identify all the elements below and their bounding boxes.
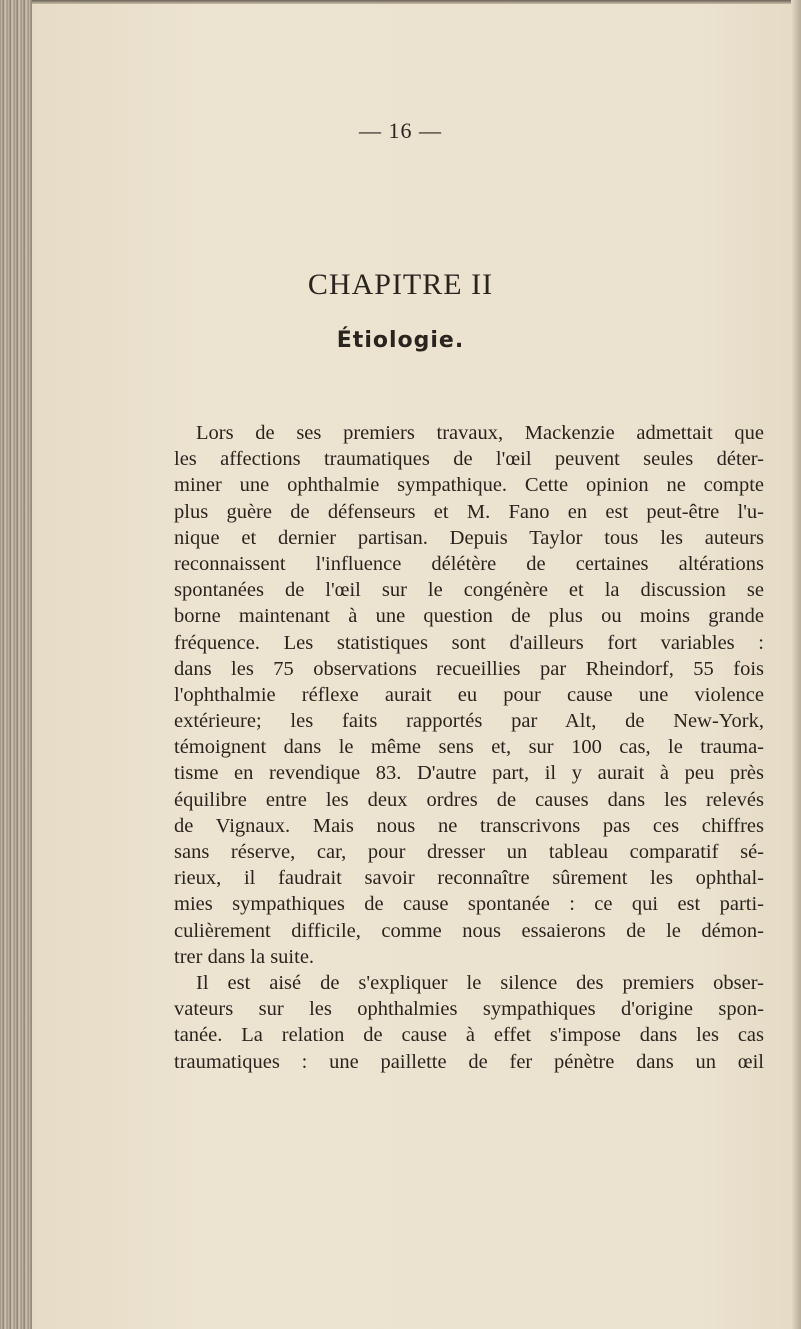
- page-right-edge: [791, 0, 801, 1329]
- text-line: fréquence. Les statistiques sont d'ailleurs fort variables :: [174, 631, 764, 654]
- text-line: de Vignaux. Mais nous ne transcrivons pas ces chiffres: [174, 814, 764, 837]
- section-title: Étiologie.: [336, 328, 465, 353]
- text-line: Lors de ses premiers travaux, Mackenzie admettait que: [196, 422, 764, 444]
- text-line: borne maintenant à une question de plus ou moins grande: [174, 605, 764, 628]
- text-line: témoignent dans le même sens et, sur 100 cas, le trauma-: [174, 736, 764, 759]
- text-line: traumatiques : une paillette de fer pénètre dans un œil: [174, 1050, 764, 1073]
- text-line: reconnaissent l'influence délétère de certaines altérations: [174, 552, 764, 575]
- text-line: extérieure; les faits rapportés par Alt, de New-York,: [174, 710, 764, 733]
- chapter-title: CHAPITRE II: [307, 268, 494, 301]
- text-line: tanée. La relation de cause à effet s'impose dans les cas: [174, 1024, 764, 1047]
- body-text: [174, 420, 764, 1075]
- text-line: vateurs sur les ophthalmies sympathiques d'origine spon-: [174, 998, 764, 1021]
- text-line: tisme en revendique 83. D'autre part, il y aurait à peu près: [174, 762, 764, 785]
- text-line: dans les 75 observations recueillies par Rheindorf, 55 fois: [174, 657, 764, 680]
- page-number: — 16 —: [359, 118, 442, 143]
- text-line: mies sympathiques de cause spontanée : ce qui est parti-: [174, 893, 764, 916]
- text-line: nique et dernier partisan. Depuis Taylor tous les auteurs: [174, 526, 764, 549]
- text-line: les affections traumatiques de l'œil peuvent seules déter-: [174, 448, 764, 471]
- text-line: miner une ophthalmie sympathique. Cette opinion ne compte: [174, 474, 764, 497]
- page-top-edge: [32, 0, 801, 4]
- text-line: spontanées de l'œil sur le congénère et la discussion se: [174, 579, 764, 602]
- text-line: plus guère de défenseurs et M. Fano en est peut-être l'u-: [174, 500, 764, 523]
- text-line: rieux, il faudrait savoir reconnaître sûrement les ophthal-: [174, 867, 764, 890]
- text-line: culièrement difficile, comme nous essaierons de le démon-: [174, 919, 764, 942]
- text-line: trer dans la suite.: [174, 945, 315, 968]
- text-line: Il est aisé de s'expliquer le silence des premiers obser-: [196, 971, 764, 994]
- text-line: sans réserve, car, pour dresser un tableau comparatif sé-: [174, 841, 764, 863]
- text-line: équilibre entre les deux ordres de causes dans les relevés: [174, 788, 764, 811]
- text-line: l'ophthalmie réflexe aurait eu pour cause une violence: [174, 683, 764, 706]
- book-binding-edge: [0, 0, 32, 1329]
